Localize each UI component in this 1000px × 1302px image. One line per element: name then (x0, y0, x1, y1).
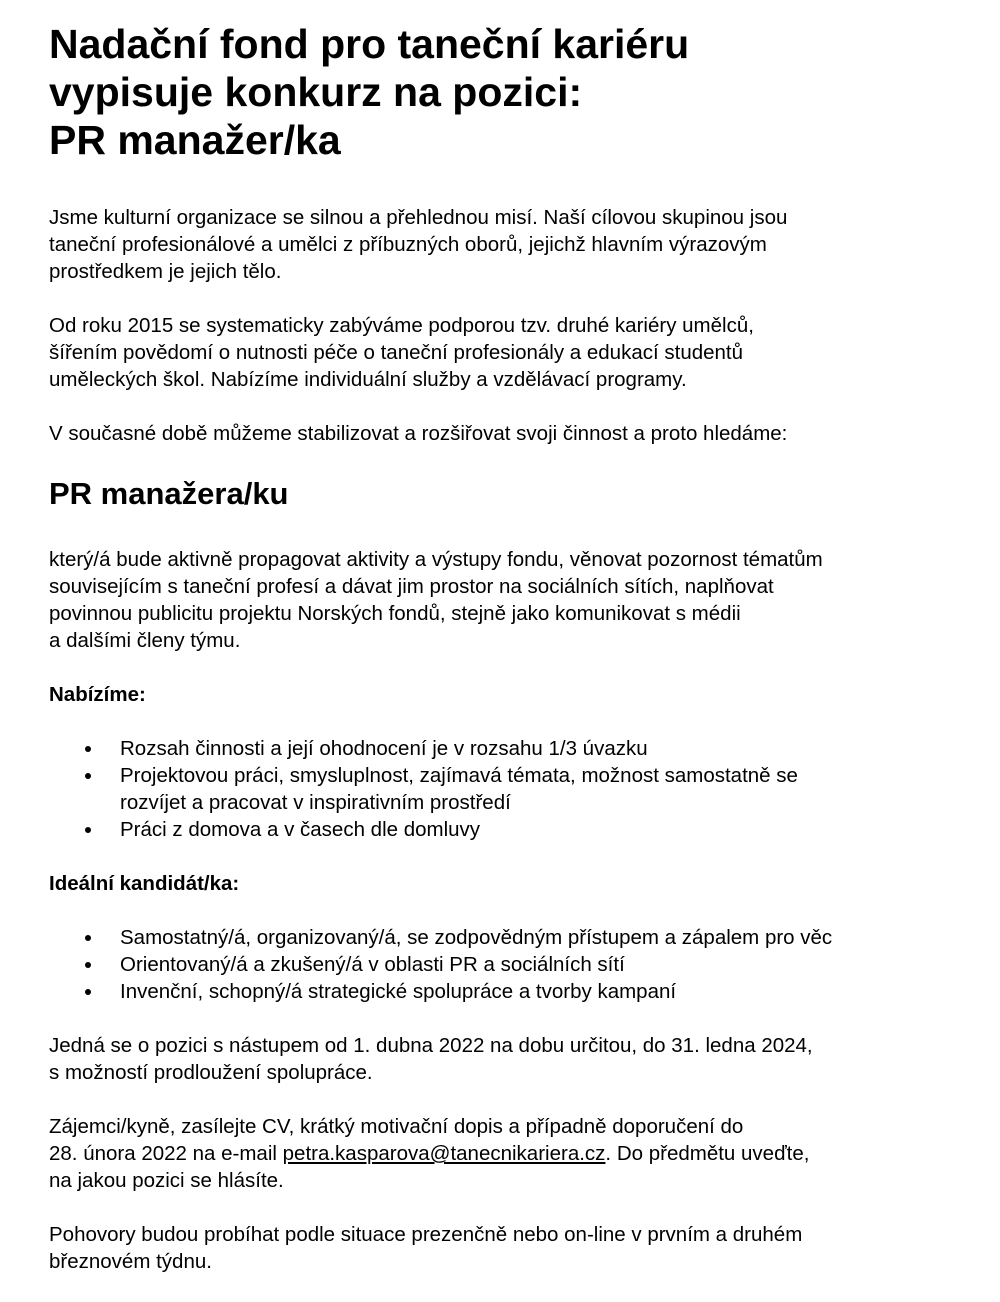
candidate-heading: Ideální kandidát/ka: (49, 872, 240, 895)
list-item-text: Práci z domova a v časech dle domluvy (120, 818, 481, 841)
list-item-text: Samostatný/á, organizovaný/á, se zodpovědným přístupem a zápalem pro věc (120, 926, 833, 949)
title-line: PR manažer/ka (49, 117, 341, 163)
intro-line: Jsme kulturní organizace se silnou a přehlednou misí. Naší cílovou skupinou jsou (49, 206, 788, 229)
position-line: a dalšími členy týmu. (49, 629, 241, 652)
offer-heading: Nabízíme: (49, 683, 146, 706)
page-title (49, 20, 959, 164)
position-paragraph (49, 546, 959, 654)
list-item (49, 735, 959, 762)
bullet-icon (85, 773, 91, 779)
apply-line (49, 1140, 959, 1167)
list-item (49, 951, 959, 978)
intro-line: prostředkem je jejich tělo. (49, 260, 282, 283)
position-line: povinnou publicitu projektu Norských fondů, stejně jako komunikovat s médii (49, 602, 741, 625)
intro-paragraph (49, 204, 959, 285)
bullet-icon (85, 827, 91, 833)
list-item (49, 924, 959, 951)
bullet-icon (85, 962, 91, 968)
bullet-icon (85, 989, 91, 995)
list-item-text: Invenční, schopný/á strategické spolupráce a tvorby kampaní (120, 980, 677, 1003)
interviews-line: Pohovory budou probíhat podle situace prezenčně nebo on-line v prvním a druhém (49, 1223, 803, 1246)
list-item-text: Orientovaný/á a zkušený/á v oblasti PR a sociálních sítí (120, 953, 625, 976)
position-line: který/á bude aktivně propagovat aktivity a výstupy fondu, věnovat pozornost tématům (49, 548, 823, 571)
apply-paragraph (49, 1113, 959, 1194)
email-link[interactable]: petra.kasparova@tanecnikariera.cz (282, 1142, 606, 1165)
list-item (49, 978, 959, 1005)
apply-line: na jakou pozici se hlásíte. (49, 1169, 284, 1192)
search-paragraph (49, 420, 959, 447)
history-paragraph (49, 312, 959, 393)
title-line: vypisuje konkurz na pozici: (49, 69, 583, 115)
list-item-text: rozvíjet a pracovat v inspirativním prostředí (120, 791, 511, 814)
term-line: s možností prodloužení spolupráce. (49, 1061, 373, 1084)
history-line: šířením povědomí o nutnosti péče o taneční profesionály a edukací studentů (49, 341, 744, 364)
list-item-text: Projektovou práci, smysluplnost, zajímavá témata, možnost samostatně se (120, 764, 798, 787)
apply-text: . Do předmětu uveďte, (605, 1142, 810, 1165)
interviews-paragraph (49, 1221, 959, 1275)
term-paragraph (49, 1032, 959, 1086)
history-line: uměleckých škol. Nabízíme individuální služby a vzdělávací programy. (49, 368, 687, 391)
term-line: Jedná se o pozici s nástupem od 1. dubna 2022 na dobu určitou, do 31. ledna 2024, (49, 1034, 813, 1057)
bullet-icon (85, 935, 91, 941)
list-item (49, 816, 959, 843)
search-line: V současné době můžeme stabilizovat a rozšiřovat svoji činnost a proto hledáme: (49, 422, 788, 445)
offer-list (49, 735, 959, 843)
apply-line: Zájemci/kyně, zasílejte CV, krátký motivační dopis a případně doporučení do (49, 1115, 744, 1138)
document-page (49, 20, 959, 1302)
title-line: Nadační fond pro taneční kariéru (49, 21, 690, 67)
apply-text: 28. února 2022 na e-mail (49, 1142, 283, 1165)
list-item (49, 762, 959, 816)
position-heading: PR manažera/ku (49, 476, 289, 511)
position-line: souvisejícím s taneční profesí a dávat jim prostor na sociálních sítích, naplňovat (49, 575, 774, 598)
history-line: Od roku 2015 se systematicky zabýváme podporou tzv. druhé kariéry umělců, (49, 314, 754, 337)
bullet-icon (85, 746, 91, 752)
list-item-text: Rozsah činnosti a její ohodnocení je v rozsahu 1/3 úvazku (120, 737, 648, 760)
intro-line: taneční profesionálové a umělci z příbuzných oborů, jejichž hlavním výrazovým (49, 233, 767, 256)
interviews-line: březnovém týdnu. (49, 1250, 212, 1273)
candidate-list (49, 924, 959, 1005)
